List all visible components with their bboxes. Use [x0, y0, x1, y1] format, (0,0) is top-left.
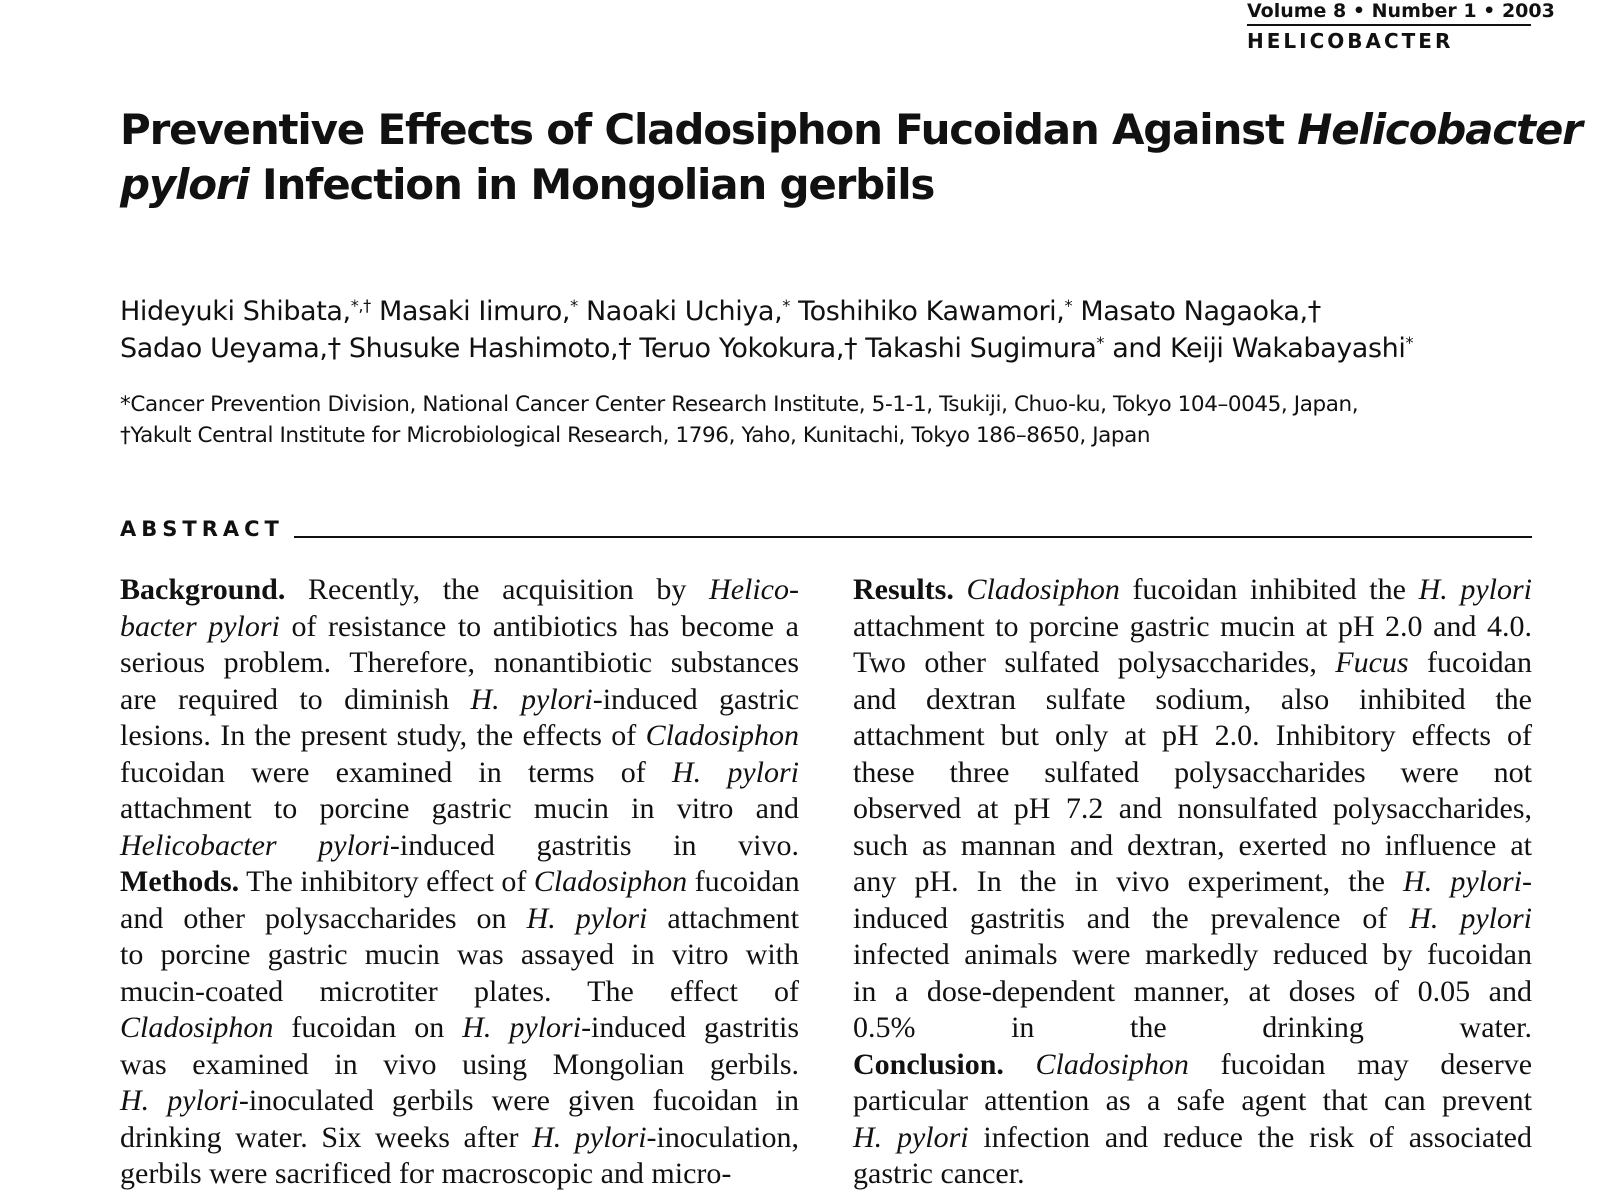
- abstract-text: fucoidan were examined in terms of: [120, 755, 672, 789]
- abstract-line: [853, 901, 1532, 938]
- abstract-right-column: [853, 572, 1532, 1193]
- abstract-rule: [294, 536, 1532, 538]
- abstract-line: [853, 937, 1532, 974]
- italic-term: H. pylori: [470, 682, 593, 716]
- affiliation-2: †Yakult Central Institute for Microbiological Research, 1796, Yaho, Kunitachi, Tokyo 186–8650, Japan: [120, 423, 1151, 448]
- abstract-text: gerbils were sacrificed for macroscopic and micro-: [120, 1157, 732, 1190]
- abstract-text: gastric cancer.: [853, 1157, 1025, 1190]
- italic-term: Helicobacter pylori: [120, 828, 390, 862]
- abstract-line: [853, 974, 1532, 1011]
- abstract-text: any pH. In the in vivo experiment, the: [853, 865, 1404, 898]
- volume-line: Volume 8 • Number 1 • 2003: [1247, 0, 1531, 26]
- abstract-text: infection and reduce the risk of associated: [968, 1120, 1532, 1154]
- section-label: Background.: [120, 573, 286, 606]
- abstract-text: and dextran sulfate sodium, also inhibited the: [853, 682, 1532, 716]
- abstract-line: [120, 828, 799, 865]
- abstract-line: [853, 572, 1532, 609]
- abstract-line: [120, 682, 799, 719]
- abstract-text: Recently, the acquisition by: [285, 573, 710, 606]
- italic-term: H. pylori: [1409, 901, 1532, 935]
- affiliations: [120, 389, 1540, 451]
- title-italic: pylori: [120, 160, 249, 209]
- abstract-text: -inoculation,: [646, 1120, 800, 1154]
- abstract-line: [120, 1047, 799, 1084]
- italic-term: H. pylori-: [1403, 865, 1532, 898]
- section-label: Results.: [853, 573, 954, 606]
- journal-name: HELICOBACTER: [1247, 29, 1454, 53]
- italic-term: H. pylori: [671, 755, 799, 789]
- abstract-text: Two other sulfated polysaccharides,: [853, 646, 1336, 679]
- abstract-text: these three sulfated polysaccharides were not: [853, 755, 1532, 789]
- author-line-2: [120, 330, 1540, 367]
- abstract-text: lesions. In the present study, the effects of: [120, 719, 646, 752]
- abstract-line: [853, 682, 1532, 719]
- author-name: Sadao Ueyama,† Shusuke Hashimoto,† Teruo Yokokura,† Takashi Sugimura: [120, 333, 1097, 364]
- abstract-line: [120, 864, 799, 901]
- abstract-text: are required to diminish: [120, 682, 471, 716]
- author-name: Toshihiko Kawamori,: [789, 296, 1065, 327]
- abstract-line: [120, 1120, 799, 1157]
- abstract-text: The inhibitory effect of: [239, 865, 534, 898]
- abstract-line: [853, 828, 1532, 865]
- abstract-line: [853, 1120, 1532, 1157]
- affiliation-mark: *: [1405, 333, 1414, 353]
- abstract-text: mucin-coated microtiter plates. The effect of: [120, 974, 799, 1008]
- abstract-text: infected animals were markedly reduced by fucoidan: [853, 938, 1532, 971]
- author-line-1: [120, 293, 1540, 330]
- author-name: Naoaki Uchiya,: [577, 296, 783, 327]
- abstract-heading: [120, 512, 1532, 542]
- abstract-line: [120, 791, 799, 828]
- abstract-line: [120, 1083, 799, 1120]
- abstract-line: [120, 1156, 799, 1193]
- title-italic: Helicobacter: [1297, 105, 1582, 154]
- author-name: and Keiji Wakabayashi: [1104, 333, 1406, 364]
- italic-term: Cladosiphon: [120, 1011, 274, 1044]
- abstract-text: induced gastritis and the prevalence of: [853, 901, 1410, 935]
- italic-term: Cladosiphon: [1035, 1047, 1189, 1081]
- title-line-1: [120, 102, 1582, 157]
- italic-term: H. pylori: [462, 1011, 582, 1044]
- abstract-line: [853, 1047, 1532, 1084]
- abstract-line: [120, 974, 799, 1011]
- abstract-text: fucoidan may deserve: [1188, 1047, 1533, 1081]
- abstract-label: ABSTRACT: [120, 517, 284, 541]
- abstract-line: [120, 937, 799, 974]
- abstract-line: [853, 791, 1532, 828]
- abstract-text: -induced gastric: [592, 682, 800, 716]
- abstract-text: drinking water. Six weeks after: [120, 1120, 533, 1154]
- title-line-2: [120, 157, 1540, 212]
- affiliation-1: *Cancer Prevention Division, National Cancer Center Research Institute, 5-1-1, Tsukiji, Chuo-ku, Tokyo 104–0045, Japan,: [120, 392, 1359, 417]
- italic-term: H. pylori: [526, 901, 648, 935]
- italic-term: Cladosiphon: [533, 865, 688, 898]
- affiliation-mark: *: [570, 296, 578, 316]
- abstract-text: [954, 573, 967, 606]
- abstract-text: fucoidan on: [273, 1011, 463, 1044]
- abstract-text: of resistance to antibiotics has become a: [279, 609, 799, 643]
- abstract-text: and other polysaccharides on: [120, 901, 527, 935]
- author-name: Masato Nagaoka,†: [1072, 296, 1321, 327]
- abstract-text: was examined in vivo using Mongolian gerbils.: [120, 1047, 799, 1081]
- masthead: [1247, 0, 1555, 54]
- abstract-left-column: [120, 572, 799, 1193]
- abstract-text: attachment but only at pH 2.0. Inhibitory effects of: [853, 719, 1532, 752]
- abstract-text: in a dose-dependent manner, at doses of 0.05 and: [853, 974, 1532, 1008]
- title-text: Preventive Effects of Cladosiphon Fucoidan Against: [120, 105, 1298, 154]
- affiliation-mark: *,†: [350, 296, 371, 316]
- abstract-text: attachment to porcine gastric mucin at pH 2.0 and 4.0.: [853, 609, 1532, 643]
- italic-term: H. pylori: [853, 1120, 969, 1154]
- section-label: Conclusion.: [853, 1047, 1004, 1081]
- italic-term: H. pylori: [1418, 573, 1533, 606]
- title-text: Infection in Mongolian gerbils: [248, 160, 935, 209]
- affiliation-mark: *: [1096, 333, 1105, 353]
- abstract-text: [1004, 1048, 1036, 1081]
- italic-term: H. pylori: [532, 1120, 647, 1154]
- italic-term: Cladosiphon: [645, 719, 799, 752]
- abstract-text: fucoidan: [687, 865, 800, 898]
- abstract-text: -induced gastritis: [581, 1011, 799, 1044]
- abstract-text: -inoculated gerbils were given fucoidan in: [238, 1084, 799, 1117]
- abstract-line: [120, 1010, 799, 1047]
- abstract-line: [853, 718, 1532, 755]
- abstract-line: [853, 1083, 1532, 1120]
- author-name: Hideyuki Shibata,: [120, 296, 351, 327]
- abstract-line: [853, 1010, 1532, 1047]
- abstract-line: [120, 755, 799, 792]
- abstract-text: attachment: [647, 901, 799, 935]
- affiliation-mark: *: [782, 296, 790, 316]
- abstract-line: [120, 645, 799, 682]
- abstract-line: [120, 609, 799, 646]
- abstract-line: [120, 901, 799, 938]
- abstract-line: [853, 755, 1532, 792]
- abstract-text: attachment to porcine gastric mucin in vitro and: [120, 792, 799, 825]
- abstract-text: serious problem. Therefore, nonantibiotic substances: [120, 646, 799, 679]
- abstract-line: [120, 572, 799, 609]
- paper-title: [120, 102, 1582, 212]
- abstract-text: observed at pH 7.2 and nonsulfated polysaccharides,: [853, 792, 1532, 825]
- abstract-text: fucoidan inhibited the: [1119, 573, 1419, 606]
- abstract-line: [853, 645, 1532, 682]
- author-name: Masaki Iimuro,: [370, 296, 571, 327]
- italic-term: H. pylori: [120, 1084, 239, 1117]
- abstract-text: to porcine gastric mucin was assayed in vitro with: [120, 938, 799, 971]
- affiliation-mark: *: [1064, 296, 1073, 316]
- abstract-line: [853, 1156, 1532, 1193]
- abstract-text: -induced gastritis in vivo.: [389, 828, 799, 862]
- abstract-line: [853, 864, 1532, 901]
- abstract-text: fucoidan: [1408, 646, 1532, 679]
- abstract-line: [853, 609, 1532, 646]
- italic-term: Helico-: [709, 573, 799, 606]
- italic-term: bacter pylori: [120, 609, 280, 643]
- abstract-text: such as mannan and dextran, exerted no influence at: [853, 828, 1532, 862]
- italic-term: Fucus: [1335, 646, 1409, 679]
- abstract-text: particular attention as a safe agent that can prevent: [853, 1084, 1532, 1117]
- section-label: Methods.: [120, 865, 240, 898]
- author-list: [120, 293, 1540, 367]
- italic-term: Cladosiphon: [966, 573, 1120, 606]
- abstract-text: 0.5% in the drinking water.: [853, 1011, 1532, 1044]
- abstract-line: [120, 718, 799, 755]
